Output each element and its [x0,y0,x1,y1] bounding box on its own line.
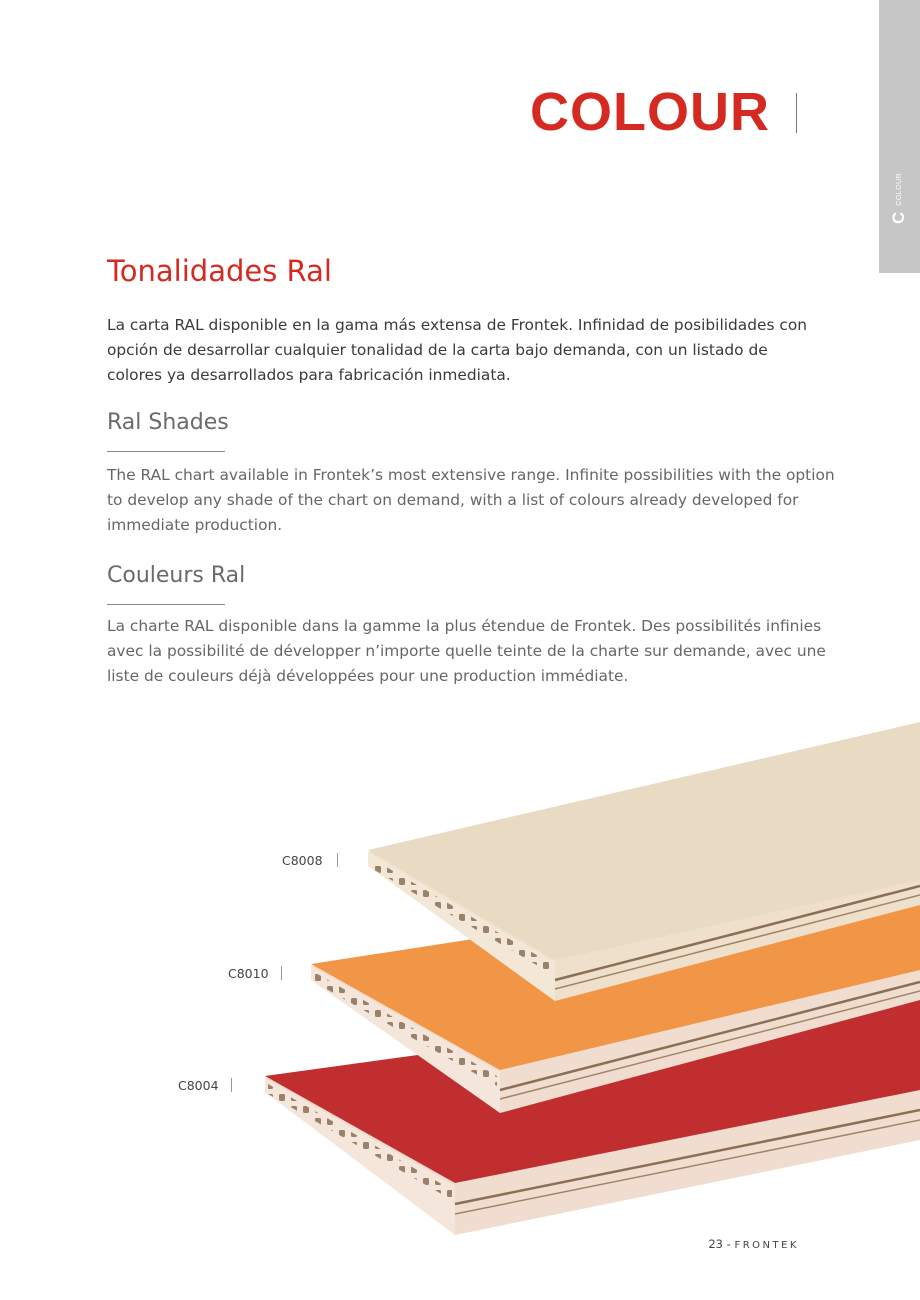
page-footer [708,1237,799,1251]
page-number: 23 - [708,1237,731,1251]
section-title-es: Tonalidades Ral [107,254,332,288]
section-body-es: La carta RAL disponible en la gama más extensa de Frontek. Infinidad de posibilidades con opción de desarrollar cualquier tonalidad de la carta bajo demanda, con un listado de colores ya desarrollados para fabricación inmediata. [107,316,807,384]
swatch-separator [231,1078,232,1092]
swatch-separator [337,853,338,867]
side-tab-letter: C [889,211,908,224]
section-body-fr: La charte RAL disponible dans la gamme la plus étendue de Frontek. Des possibilités infinies avec la possibilité de développer n’importe quelle teinte de la charte sur demande, avec une liste de couleurs déjà développées pour une production immédiate. [107,617,826,685]
footer-brand: FRONTEK [734,1240,799,1251]
swatch-label-c8004: C8004 [178,1078,219,1093]
swatch-separator [281,966,282,980]
header-title: COLOUR [530,82,770,142]
section-title-en: Ral Shades [107,410,229,435]
swatch-label-c8010: C8010 [228,966,269,981]
side-tab-word: COLOUR [895,172,903,206]
section-body-en: The RAL chart available in Frontek’s most extensive range. Infinite possibilities with the option to develop any shade of the chart on demand, with a list of colours already developed for immediate production. [107,466,835,534]
swatch-label-c8008: C8008 [282,853,323,868]
section-title-fr: Couleurs Ral [107,563,246,588]
